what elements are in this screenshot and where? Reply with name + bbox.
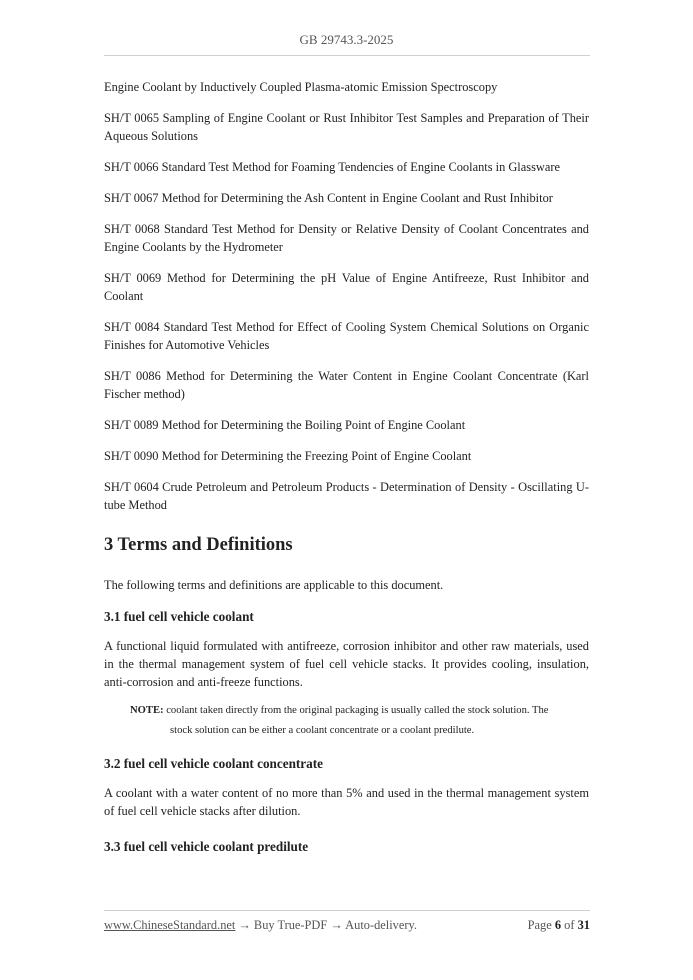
note-label: NOTE: [130, 705, 164, 716]
note-text: coolant taken directly from the original packaging is usually called the stock solution. The [166, 705, 549, 716]
reference-entry: SH/T 0066 Standard Test Method for Foaming Tendencies of Engine Coolants in Glassware [104, 160, 560, 174]
footer-promo [104, 918, 417, 933]
reference-entry: SH/T 0068 Standard Test Method for Density or Relative Density of Coolant Concentrates and Engine Coolants by the Hydrometer [104, 222, 589, 254]
term-definition-3-2: A coolant with a water content of no more than 5% and used in the thermal management system of fuel cell vehicle stacks after dilution. [104, 786, 589, 818]
note-text-continued: stock solution can be either a coolant concentrate or a coolant predilute. [170, 725, 475, 736]
reference-entry: SH/T 0090 Method for Determining the Freezing Point of Engine Coolant [104, 449, 472, 463]
reference-entry: SH/T 0069 Method for Determining the pH Value of Engine Antifreeze, Rust Inhibitor and Coolant [104, 271, 589, 303]
section-heading: 3 Terms and Definitions [104, 535, 293, 555]
page-body [104, 78, 589, 867]
term-title-3-1: 3.1 fuel cell vehicle coolant [104, 609, 254, 624]
page-number [528, 918, 590, 933]
page-current: 6 [554, 918, 562, 932]
page-total: 31 [577, 918, 590, 932]
term-note [130, 701, 589, 741]
reference-entry: SH/T 0067 Method for Determining the Ash Content in Engine Coolant and Rust Inhibitor [104, 191, 553, 205]
section-intro: The following terms and definitions are applicable to this document. [104, 578, 444, 592]
term-definition-3-1: A functional liquid formulated with antifreeze, corrosion inhibitor and other raw materials, used in the thermal management system of fuel cell vehicle stacks. It provides cooling, insulation, anti-corrosion and anti-freeze functions. [104, 639, 589, 689]
reference-entry: SH/T 0086 Method for Determining the Water Content in Engine Coolant Concentrate (Karl Fischer method) [104, 369, 589, 401]
page-header: GB 29743.3-2025 [299, 32, 394, 47]
reference-entry: SH/T 0065 Sampling of Engine Coolant or Rust Inhibitor Test Samples and Preparation of Their Aqueous Solutions [104, 111, 589, 143]
page-of: of [564, 918, 575, 932]
reference-entry: SH/T 0084 Standard Test Method for Effect of Cooling System Chemical Solutions on Organic Finishes for Automotive Vehicles [104, 320, 589, 352]
term-title-3-2: 3.2 fuel cell vehicle coolant concentrate [104, 756, 323, 771]
footer-divider [104, 910, 590, 911]
term-title-3-3: 3.3 fuel cell vehicle coolant predilute [104, 839, 309, 854]
reference-entry: Engine Coolant by Inductively Coupled Plasma-atomic Emission Spectroscopy [104, 80, 498, 94]
page-footer [104, 918, 590, 933]
header-divider [104, 55, 590, 56]
page-word: Page [527, 918, 552, 932]
site-link[interactable]: www.ChineseStandard.net [104, 918, 236, 932]
promo-text: → Buy True-PDF → Auto-delivery. [235, 918, 417, 932]
reference-entry: SH/T 0604 Crude Petroleum and Petroleum Products - Determination of Density - Oscillating U-tube Method [104, 480, 589, 512]
reference-entry: SH/T 0089 Method for Determining the Boiling Point of Engine Coolant [104, 418, 466, 432]
